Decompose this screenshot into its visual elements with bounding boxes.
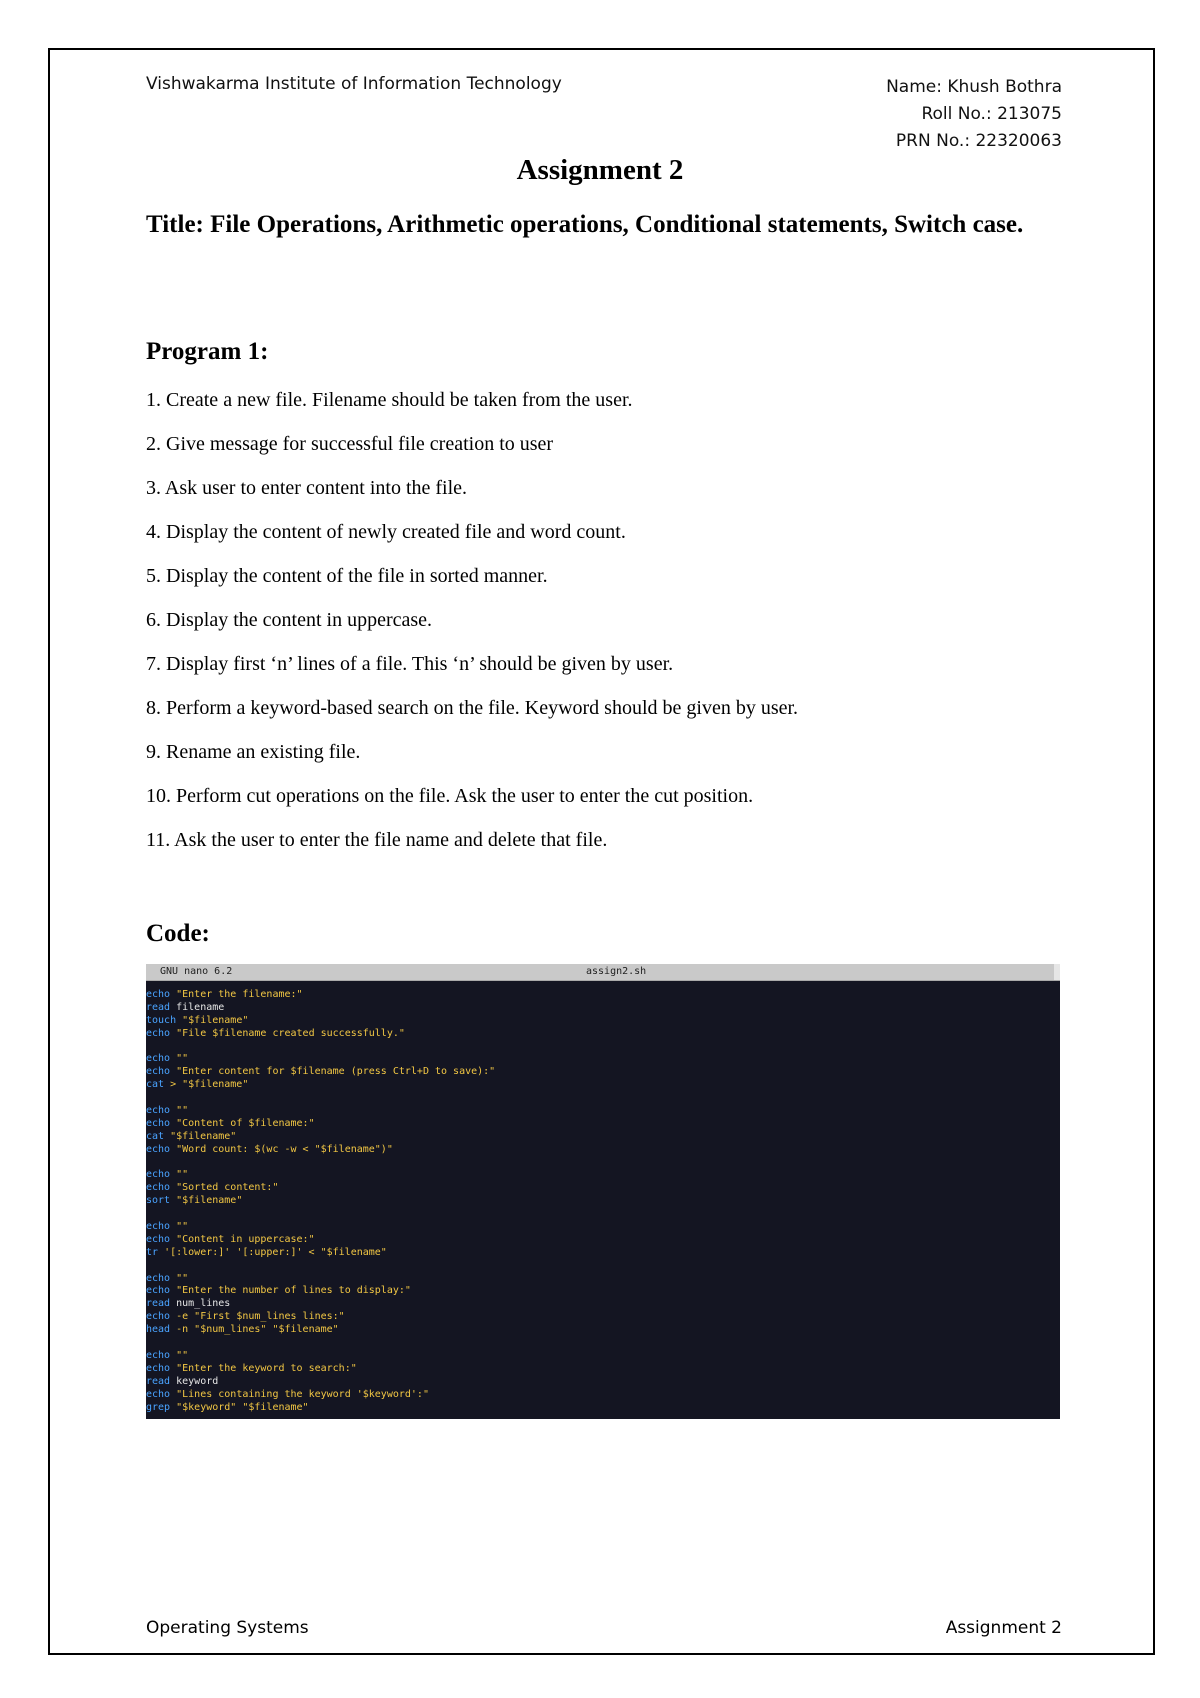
code-line	[146, 1247, 1060, 1260]
task-item: 10. Perform cut operations on the file. Ask the user to enter the cut position.	[146, 785, 754, 807]
task-item: 7. Display first ‘n’ lines of a file. This ‘n’ should be given by user.	[146, 653, 674, 675]
code-line	[146, 1041, 1060, 1054]
code-line	[146, 1260, 1060, 1273]
code-line	[146, 1015, 1060, 1028]
code-keyword: echo	[146, 1169, 171, 1181]
code-argument: "Word count: $(wc -w < "$filename")"	[170, 1143, 393, 1155]
code-heading: Code:	[146, 920, 210, 947]
task-item: 2. Give message for successful file creation to user	[146, 433, 554, 455]
code-keyword: echo	[146, 1027, 171, 1039]
code-line	[146, 1311, 1060, 1324]
code-line	[146, 1337, 1060, 1350]
code-line	[146, 1182, 1060, 1195]
code-line	[146, 1402, 1060, 1415]
task-item: 6. Display the content in uppercase.	[146, 609, 433, 631]
task-item: 8. Perform a keyword-based search on the file. Keyword should be given by user.	[146, 697, 799, 719]
code-keyword: echo	[146, 1066, 171, 1078]
code-keyword: read	[146, 1001, 171, 1013]
student-info	[886, 74, 1062, 155]
code-argument: "Enter the filename:"	[170, 989, 303, 1000]
code-argument: > "$filename"	[164, 1079, 249, 1091]
editor-filename: assign2.sh	[586, 966, 647, 977]
code-line	[146, 1273, 1060, 1286]
program-heading: Program 1:	[146, 338, 269, 365]
code-keyword: echo	[146, 1311, 171, 1323]
code-argument: ""	[170, 1105, 189, 1117]
code-keyword: echo	[146, 989, 171, 1000]
code-keyword: echo	[146, 1143, 171, 1155]
code-keyword: sort	[146, 1195, 171, 1207]
code-argument: "$filename"	[176, 1014, 249, 1026]
code-argument: "$filename"	[170, 1195, 243, 1207]
code-argument: ""	[170, 1169, 189, 1181]
footer-course: Operating Systems	[146, 1618, 309, 1638]
footer-assignment: Assignment 2	[945, 1618, 1062, 1638]
code-line	[146, 1157, 1060, 1170]
code-line	[146, 1053, 1060, 1066]
code-argument: keyword	[170, 1375, 219, 1387]
code-line	[146, 989, 1060, 1002]
task-item: 5. Display the content of the file in sorted manner.	[146, 565, 548, 587]
code-line	[146, 1195, 1060, 1208]
task-item: 11. Ask the user to enter the file name and delete that file.	[146, 829, 608, 851]
code-keyword: echo	[146, 1362, 171, 1374]
code-line	[146, 1066, 1060, 1079]
code-line	[146, 1079, 1060, 1092]
code-argument: "Sorted content:"	[170, 1182, 279, 1194]
code-line	[146, 1350, 1060, 1363]
code-line	[146, 1221, 1060, 1234]
terminal-screenshot	[146, 964, 1060, 1419]
code-keyword: cat	[146, 1130, 165, 1142]
code-argument: "Lines containing the keyword '$keyword':"	[170, 1388, 429, 1400]
institute-name: Vishwakarma Institute of Information Technology	[146, 74, 562, 94]
code-line	[146, 1118, 1060, 1131]
code-argument: "Enter the keyword to search:"	[170, 1362, 357, 1374]
task-item: 1. Create a new file. Filename should be taken from the user.	[146, 389, 633, 411]
code-keyword: echo	[146, 1233, 171, 1245]
code-argument: filename	[170, 1001, 225, 1013]
code-line	[146, 1298, 1060, 1311]
code-argument: "$keyword" "$filename"	[170, 1401, 309, 1413]
code-argument: "Enter the number of lines to display:"	[170, 1285, 411, 1297]
code-keyword: tr	[146, 1246, 159, 1258]
title-bar-edge	[1054, 964, 1060, 980]
subject-title: Title: File Operations, Arithmetic operations, Conditional statements, Switch case.	[146, 211, 1024, 238]
editor-name: GNU nano 6.2	[160, 966, 233, 977]
code-argument: '[:lower:]' '[:upper:]' < "$filename"	[158, 1246, 387, 1258]
document-title: Assignment 2	[516, 154, 684, 186]
code-line	[146, 1234, 1060, 1247]
code-argument: ""	[170, 1053, 189, 1065]
code-keyword: read	[146, 1375, 171, 1387]
code-line	[146, 1324, 1060, 1337]
nano-title-bar	[146, 964, 1060, 981]
code-line	[146, 1131, 1060, 1144]
code-argument: "$filename"	[164, 1130, 237, 1142]
code-argument: ""	[170, 1272, 189, 1284]
task-list	[146, 386, 1076, 870]
code-argument: -e "First $num_lines lines:"	[170, 1311, 345, 1323]
code-argument: ""	[170, 1221, 189, 1233]
code-argument: ""	[170, 1349, 189, 1361]
code-keyword: echo	[146, 1221, 171, 1233]
code-argument: "Enter content for $filename (press Ctrl+D to save):"	[170, 1066, 496, 1078]
code-line	[146, 1285, 1060, 1298]
code-keyword: echo	[146, 1182, 171, 1194]
code-argument: num_lines	[170, 1298, 231, 1310]
roll-number: Roll No.: 213075	[921, 104, 1062, 124]
prn-number: PRN No.: 22320063	[895, 131, 1062, 151]
code-keyword: head	[146, 1324, 171, 1336]
code-keyword: echo	[146, 1053, 171, 1065]
code-keyword: echo	[146, 1272, 171, 1284]
code-keyword: read	[146, 1298, 171, 1310]
code-argument: "File $filename created successfully."	[170, 1027, 405, 1039]
task-item: 4. Display the content of newly created file and word count.	[146, 521, 626, 543]
code-argument: "Content in uppercase:"	[170, 1233, 315, 1245]
code-argument: "Content of $filename:"	[170, 1117, 315, 1129]
code-keyword: cat	[146, 1079, 165, 1091]
code-keyword: echo	[146, 1349, 171, 1361]
code-keyword: touch	[146, 1014, 177, 1026]
code-line	[146, 1105, 1060, 1118]
code-line	[146, 1002, 1060, 1015]
code-keyword: grep	[146, 1401, 171, 1413]
code-line	[146, 1208, 1060, 1221]
task-item: 9. Rename an existing file.	[146, 741, 361, 763]
code-line	[146, 1028, 1060, 1041]
code-line	[146, 1144, 1060, 1157]
code-keyword: echo	[146, 1285, 171, 1297]
student-name: Name: Khush Bothra	[886, 77, 1062, 97]
code-line	[146, 1363, 1060, 1376]
code-keyword: echo	[146, 1105, 171, 1117]
code-keyword: echo	[146, 1388, 171, 1400]
code-keyword: echo	[146, 1117, 171, 1129]
code-argument: -n "$num_lines" "$filename"	[170, 1324, 339, 1336]
code-line	[146, 1169, 1060, 1182]
task-item: 3. Ask user to enter content into the file.	[146, 477, 468, 499]
code-line	[146, 1376, 1060, 1389]
code-body	[146, 981, 1060, 1414]
code-line	[146, 1389, 1060, 1402]
code-line	[146, 1092, 1060, 1105]
